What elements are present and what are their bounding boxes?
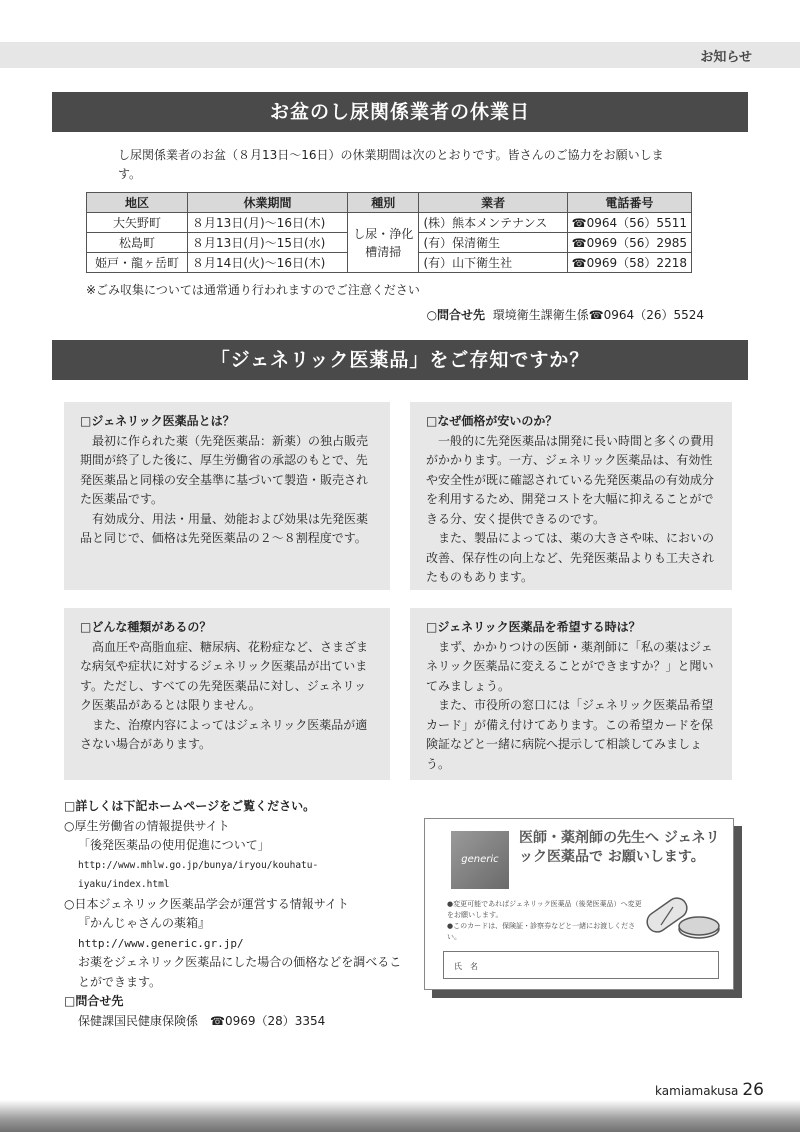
- page-footer: [655, 1080, 764, 1100]
- card-title: 医師・薬剤師の先生へ ジェネリック医薬品で お願いします。: [519, 830, 720, 865]
- name-field: 氏 名: [443, 951, 719, 979]
- links-heading: □詳しくは下記ホームページをご覧ください。: [64, 799, 316, 813]
- box-heading: □ジェネリック医薬品を希望する時は？: [426, 620, 641, 634]
- phone-cell: ☎0969（58）2218: [567, 253, 691, 273]
- card-note: ●変更可能であればジェネリック医薬品（後発医薬品）へ変更をお願いします。: [447, 900, 642, 919]
- pills-icon: [637, 887, 727, 947]
- site2-desc: お薬をジェネリック医薬品にした場合の価格などを調べることができます。: [78, 955, 402, 989]
- header-label: お知らせ: [700, 50, 752, 65]
- section2-title: 「ジェネリック医薬品」をご存知ですか？: [52, 340, 748, 380]
- table-header: 電話番号: [567, 193, 691, 213]
- period-cell: ８月13日(月)～16日(木): [188, 213, 348, 233]
- site1-url-link[interactable]: http://www.mhlw.go.jp/bunya/iryou/kouhatu-iyaku/index.html: [78, 859, 319, 890]
- box-paragraph: また、治療内容によってはジェネリック医薬品が適さない場合があります。: [80, 717, 368, 751]
- table-header: 地区: [87, 193, 188, 213]
- box-paragraph: 一般的に先発医薬品は開発に長い時間と多くの費用がかかります。一方、ジェネリック医薬品は、有効性や安全性が既に確認されている先発医薬品の有効成分を利用するため、開発コストを大幅に抑えることができる分、安く提供できるのです。: [426, 433, 715, 526]
- table-header: 業者: [419, 193, 567, 213]
- company-cell: (有）山下衛生社: [419, 253, 567, 273]
- phone-cell: ☎0964（56）5511: [567, 213, 691, 233]
- box-paragraph: まず、かかりつけの医師・薬剤師に「私の薬はジェネリック医薬品に変えることができますか？」と聞いてみましょう。: [426, 639, 714, 693]
- schedule-table: [86, 192, 692, 273]
- box-paragraph: また、市役所の窓口には「ジェネリック医薬品希望カード」が備え付けてあります。この希望カードを保険証などと一緒に病院へ提示して相談してみましょう。: [426, 698, 714, 771]
- area-cell: 大矢野町: [87, 213, 188, 233]
- box-heading: □なぜ価格が安いのか？: [426, 414, 558, 428]
- page-number: 26: [742, 1080, 764, 1100]
- box-paragraph: 高血圧や高脂血症、糖尿病、花粉症など、さまざまな病気や症状に対するジェネリック医薬品が出ています。ただし、すべての先発医薬品に対し、ジェネリック医薬品があるとは限りません。: [80, 639, 369, 712]
- info-box-types: [64, 608, 390, 780]
- contact-text: 環境衛生課衛生係☎0964（26）5524: [492, 308, 704, 322]
- company-cell: (株）熊本メンテナンス: [419, 213, 567, 233]
- card-notes: [447, 899, 647, 943]
- site2-url-link[interactable]: http://www.generic.gr.jp/: [78, 936, 244, 950]
- area-cell: 姫戸・龍ヶ岳町: [87, 253, 188, 273]
- links-contact-heading: □問合せ先: [64, 994, 124, 1008]
- generic-request-card: [424, 818, 734, 990]
- box-paragraph: また、製品によっては、薬の大きさや味、においの改善、保存性の向上など、先発医薬品よりも工夫されたものもあります。: [426, 531, 715, 584]
- site2-title: 『かんじゃさんの薬箱』: [78, 916, 211, 930]
- box-paragraph: 最初に作られた薬（先発医薬品：新薬）の独占販売期間が終了した後に、厚生労働省の承認のもとで、先発医薬品と同様の安全基準に基づいて製造・販売された医薬品です。: [80, 433, 369, 506]
- info-box-price: [410, 402, 732, 590]
- links-contact-text: 保健課国民健康保険係 ☎0969（28）3354: [78, 1013, 326, 1028]
- info-box-what: [64, 402, 390, 590]
- period-cell: ８月13日(月)～15日(水): [188, 233, 348, 253]
- box-heading: □ジェネリック医薬品とは？: [80, 414, 235, 428]
- box-heading: □どんな種類があるの？: [80, 620, 212, 634]
- box-paragraph: 有効成分、用法・用量、効能および効果は先発医薬品と同じで、価格は先発医薬品の２～８割程度です。: [80, 511, 369, 545]
- table-row: [87, 213, 692, 233]
- section1-title: お盆のし尿関係業者の休業日: [52, 92, 748, 132]
- contact-label: ○問合せ先: [426, 308, 486, 322]
- table-header-row: [87, 193, 692, 213]
- table-header: 休業期間: [188, 193, 348, 213]
- table-header: 種別: [347, 193, 419, 213]
- garbage-note: ※ごみ収集については通常通り行われますのでご注意ください: [86, 283, 420, 297]
- reference-links: [64, 797, 404, 1031]
- type-cell: し尿・浄化槽清掃: [347, 213, 419, 273]
- area-cell: 松島町: [87, 233, 188, 253]
- generic-logo: generic: [451, 831, 509, 889]
- site1-name: ○厚生労働省の情報提供サイト: [64, 818, 230, 833]
- info-box-request: [410, 608, 732, 780]
- header-bar: [0, 42, 800, 68]
- card-note: ●このカードは、保険証・診察券などと一緒にお渡しください。: [447, 922, 636, 941]
- period-cell: ８月14日(火)～16日(木): [188, 253, 348, 273]
- section1-contact: [427, 306, 704, 323]
- phone-cell: ☎0969（56）2985: [567, 233, 691, 253]
- section1-intro: し尿関係業者のお盆（８月13日～16日）の休業期間は次のとおりです。皆さんのご協力をお願いします。: [118, 148, 664, 181]
- company-cell: (有）保清衛生: [419, 233, 567, 253]
- site2-name: ○日本ジェネリック医薬品学会が運営する情報サイト: [64, 896, 349, 911]
- bottom-gradient: [0, 1100, 800, 1132]
- footer-brand: kamiamakusa: [655, 1084, 739, 1098]
- site1-title: 「後発医薬品の使用促進について」: [78, 838, 270, 852]
